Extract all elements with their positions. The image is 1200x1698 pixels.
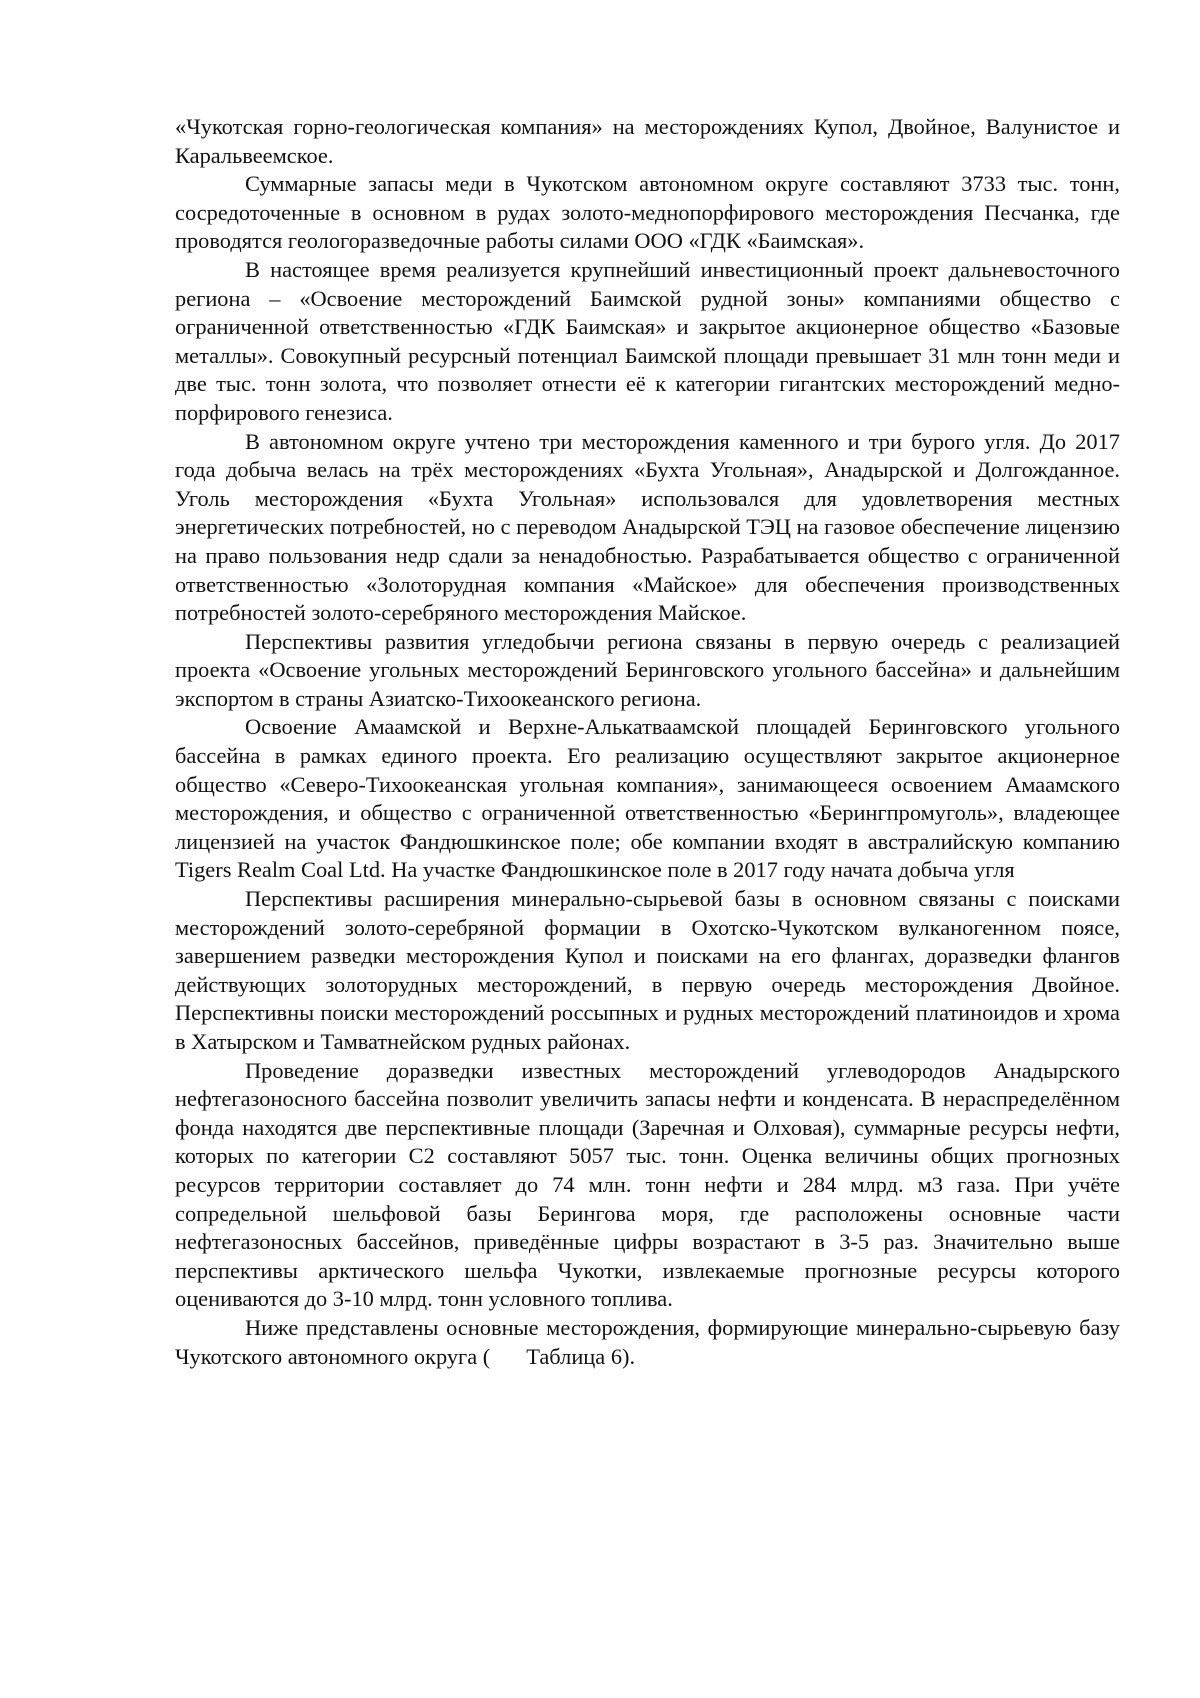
paragraph-4: В автономном округе учтено три месторождения каменного и три бурого угля. До 2017 года добыча велась на трёх месторождениях «Бухта Угольная», Анадырской и Долгожданное. Уголь месторождения «Бухта Угольная» использовался для удовлетворения местных энергетических потребностей, но с переводом Анадырской ТЭЦ на газовое обеспечение лицензию на право пользования недр сдали за ненадобностью. Разрабатывается общество с ограниченной ответственностью «Золоторудная компания «Майское» для обеспечения производственных потребностей золото-серебряного месторождения Майское. [175,428,1120,626]
paragraph-6: Освоение Амаамской и Верхне-Алькатваамской площадей Беринговского угольного бассейна в рамках единого проекта. Его реализацию осуществляют закрытое акционерное общество «Северо-Тихоокеанская угольная компания», занимающееся освоением Амаамского месторождения, и общество с ограниченной ответственностью «Берингпромуголь», владеющее лицензией на участок Фандюшкинское поле; обе компании входят в австралийскую компанию Tigers Realm Coal Ltd. На участке Фандюшкинское поле в 2017 году начата добыча угля [175,714,1120,883]
paragraph-2: Суммарные запасы меди в Чукотском автономном округе составляют 3733 тыс. тонн, сосредоточенные в основном в рудах золото-меднопорфирового месторождения Песчанка, где проводятся геологоразведочные работы силами ООО «ГДК «Баимская». [175,171,1120,254]
paragraph-8: Проведение доразведки известных месторождений углеводородов Анадырского нефтегазоносного бассейна позволит увеличить запасы нефти и конденсата. В нераспределённом фонда находятся две перспективные площади (Заречная и Олховая), суммарные ресурсы нефти, которых по категории С2 составляют 5057 тыс. тонн. Оценка величины общих прогнозных ресурсов территории составляет до 74 млн. тонн нефти и 284 млрд. м3 газа. При учёте сопредельной шельфовой базы Берингова моря, где расположены основные части нефтегазоносных бассейнов, приведённые цифры возрастают в 3-5 раз. Значительно выше перспективы арктического шельфа Чукотки, извлекаемые прогнозные ресурсы которого оцениваются до 3-10 млрд. тонн условного топлива. [175,1057,1120,1312]
paragraph-3: В настоящее время реализуется крупнейший инвестиционный проект дальневосточного региона – «Освоение месторождений Баимской рудной зоны» компаниями общество с ограниченной ответственностью «ГДК Баимская» и закрытое акционерное общество «Базовые металлы». Совокупный ресурсный потенциал Баимской площади превышает 31 млн тонн меди и две тыс. тонн золота, что позволяет отнести её к категории гигантских месторождений медно-порфирового генезиса. [175,256,1120,425]
paragraph-5: Перспективы развития угледобычи региона связаны в первую очередь с реализацией проекта «Освоение угольных месторождений Беринговского угольного бассейна» и дальнейшим экспортом в страны Азиатско-Тихоокеанского региона. [175,628,1120,711]
document-body [175,113,1120,1371]
paragraph-9 [175,1314,1120,1371]
paragraph-9-text: Ниже представлены основные месторождения, формирующие минерально-сырьевую базу Чукотского автономного округа ( [175,1314,1120,1369]
paragraph-7: Перспективы расширения минерально-сырьевой базы в основном связаны с поисками месторождений золото-серебряной формации в Охотско-Чукотском вулканогенном поясе, завершением разведки месторождения Купол и поисками на его флангах, доразведки флангов действующих золоторудных месторождений, в первую очередь месторождения Двойное. Перспективны поиски месторождений россыпных и рудных месторождений платиноидов и хрома в Хатырском и Тамватнейском рудных районах. [175,886,1120,1054]
paragraph-1: «Чукотская горно-геологическая компания» на месторождениях Купол, Двойное, Валунистое и Каральвеемское. [175,114,1120,168]
table-reference-link[interactable]: Таблица 6). [526,1343,636,1369]
